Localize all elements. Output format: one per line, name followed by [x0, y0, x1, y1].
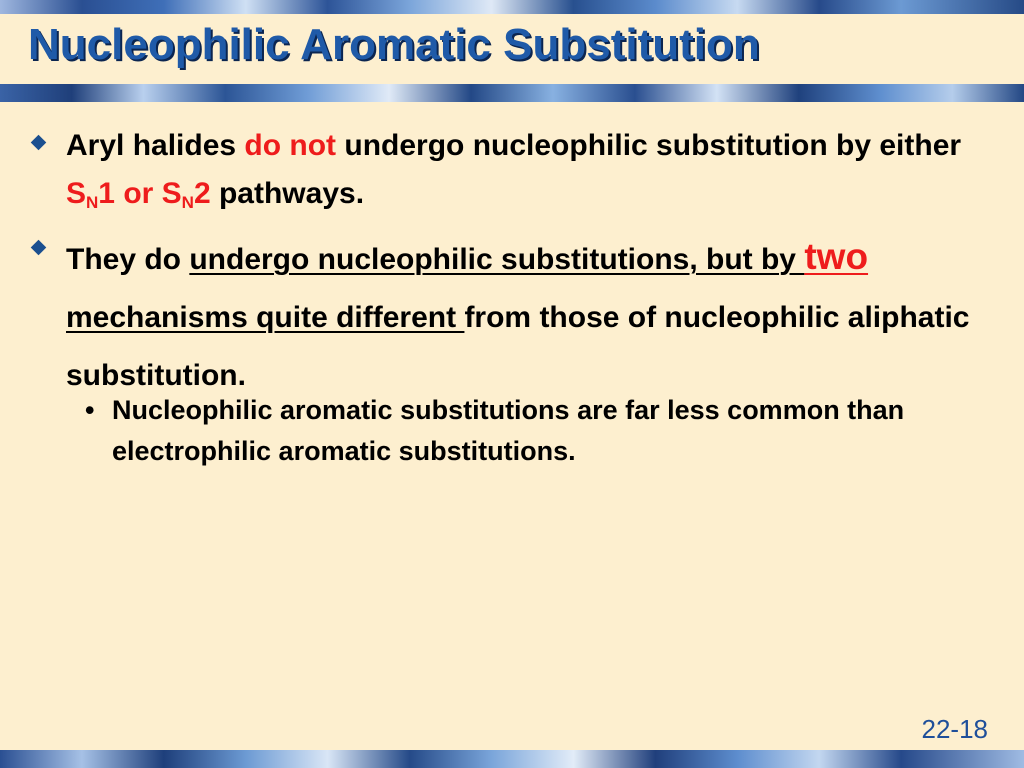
bullet-2-text-a: They do [66, 243, 190, 276]
bullet-1-emphasis-do-not: do not [244, 129, 337, 162]
bullet-1-sn1-or-s: 1 or S [98, 177, 182, 210]
bullet-1-sn2-number: 2 [193, 177, 211, 210]
bullet-2-underlined-b: mechanisms quite different [66, 301, 465, 334]
bullet-2-underlined-a: undergo nucleophilic substitutions, but by [189, 243, 805, 276]
bullet-1-text-a: Aryl halides [66, 129, 245, 162]
bullet-2-emphasis-two: two [804, 236, 869, 277]
top-decorative-band [0, 0, 1024, 14]
bullet-aryl-halides [66, 122, 996, 218]
bullet-1-sn-s: S [66, 177, 87, 210]
sub-bullet-nas-uncommon: Nucleophilic aromatic substitutions are far less common than electrophilic aromatic substitutions. [112, 395, 905, 466]
bullet-two-mechanisms [66, 228, 996, 405]
bullet-1-sn-subscript: N [86, 193, 99, 212]
bottom-decorative-band [0, 750, 1024, 768]
diamond-bullet-icon [31, 240, 47, 256]
slide-number: 22-18 [921, 714, 988, 744]
bullet-1-text-b: undergo nucleophilic substitution by either [336, 129, 962, 162]
sub-bullet-marker: • [85, 395, 95, 425]
bullet-1-sn2-subscript: N [181, 193, 194, 212]
title-divider-band [0, 84, 1024, 102]
bullet-1-text-c: pathways. [210, 177, 365, 210]
slide-title: Nucleophilic Aromatic Substitution [28, 20, 760, 69]
bullet-2-text-b: from those of nucleophilic aliphatic substitution. [66, 301, 970, 392]
diamond-bullet-icon [31, 135, 47, 151]
